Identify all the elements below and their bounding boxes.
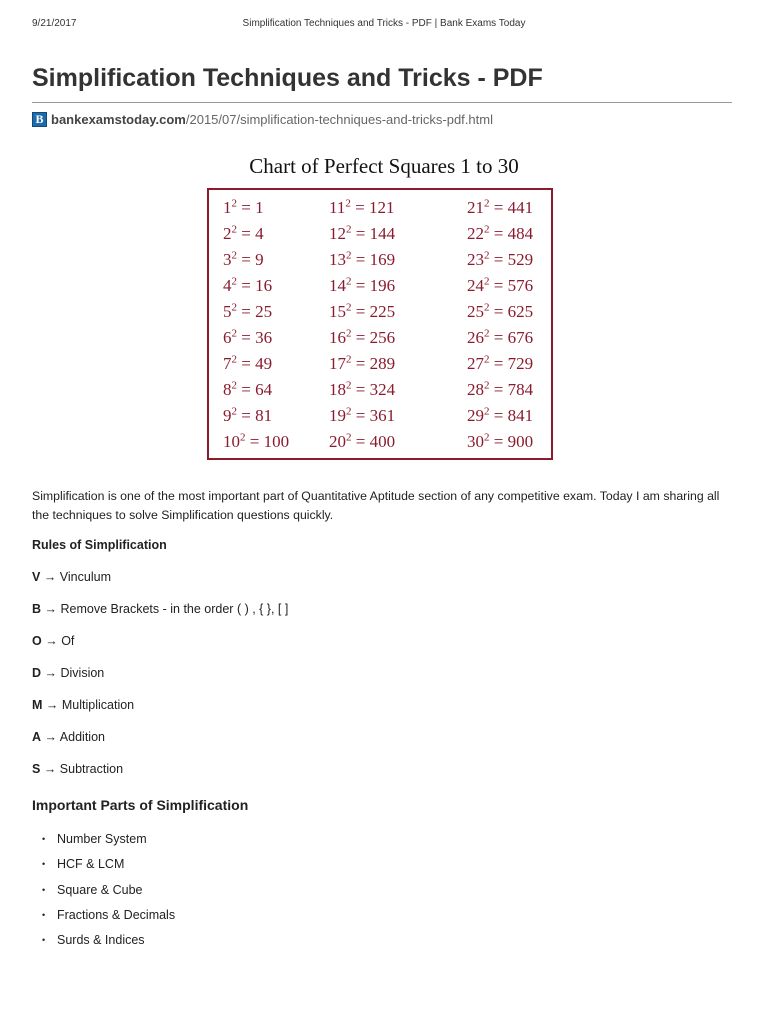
square-entry: $30^2 = 900$ [467,431,534,451]
source-link[interactable] [32,110,493,128]
parts-heading: Important Parts of Simplification [32,797,249,813]
intro-paragraph: Simplification is one of the most important part of Quantitative Aptitude section of any competitive exam. Today I am sharing all the techniques to solve Simplification questions quickly. [32,489,720,522]
square-entry: $1^2 = 1$ [223,197,264,217]
parts-list-item: • Square & Cube [42,882,143,897]
rule-item: A → Addition [32,730,105,744]
parts-list-item: • HCF & LCM [42,857,125,872]
bullet-icon: • [42,834,46,844]
bullet-icon: • [42,884,46,895]
square-entry: $8^2 = 64$ [223,379,273,399]
square-entry: $16^2 = 256$ [329,327,396,347]
square-entry: $25^2 = 625$ [467,301,534,321]
square-entry: $12^2 = 144$ [329,223,396,243]
square-entry: $21^2 = 441$ [467,197,534,217]
square-entry: $14^2 = 196$ [329,275,396,295]
parts-list-item: • Surds & Indices [42,933,145,948]
site-logo-icon: B [32,112,47,127]
square-entry: $3^2 = 9$ [223,249,264,269]
square-entry: $24^2 = 576$ [467,275,534,295]
page-title: Simplification Techniques and Tricks - PDF [32,64,543,92]
rule-item: M → Multiplication [32,698,135,712]
rule-item: D → Division [32,666,105,680]
parts-list-item: • Fractions & Decimals [42,907,176,922]
square-entry: $10^2 = 100$ [223,431,290,451]
title-divider [32,102,732,103]
square-entry: $22^2 = 484$ [467,223,534,243]
square-entry: $19^2 = 361$ [329,405,396,425]
square-entry: $20^2 = 400$ [329,431,396,451]
print-page-title: Simplification Techniques and Tricks - PDF | Bank Exams Today [242,18,526,29]
source-domain[interactable]: bankexamstoday.com [51,111,186,127]
rule-item: O → Of [32,634,75,648]
chart-title: Chart of Perfect Squares 1 to 30 [249,154,519,178]
square-entry: $18^2 = 324$ [329,379,396,399]
rule-item: B → Remove Brackets - in the order ( ) , { }, [ ] [32,602,289,616]
square-entry: $2^2 = 4$ [223,223,264,243]
square-entry: $5^2 = 25$ [223,301,273,321]
square-entry: $6^2 = 36$ [223,327,273,347]
square-entry: $11^2 = 121$ [329,197,395,217]
square-entry: $28^2 = 784$ [467,379,534,399]
parts-list-item: • Number System [42,832,147,846]
square-entry: $29^2 = 841$ [467,405,534,425]
square-entry: $13^2 = 169$ [329,249,396,269]
bullet-icon: • [42,935,46,946]
source-path[interactable]: /2015/07/simplification-techniques-and-tricks-pdf.html [185,111,493,127]
square-entry: $15^2 = 225$ [329,301,396,321]
perfect-squares-table [207,188,553,460]
bullet-icon: • [42,859,46,870]
square-entry: $23^2 = 529$ [467,249,534,269]
square-entry: $9^2 = 81$ [223,405,273,425]
rule-item: V → Vinculum [32,570,111,584]
bullet-icon: • [42,909,46,920]
square-entry: $27^2 = 729$ [467,353,534,373]
square-entry: $26^2 = 676$ [467,327,534,347]
print-date: 9/21/2017 [32,18,77,29]
rule-item: S → Subtraction [32,762,124,776]
print-header [32,18,736,32]
rules-heading: Rules of Simplification [32,538,167,552]
square-entry: $7^2 = 49$ [223,353,273,373]
square-entry: $4^2 = 16$ [223,275,273,295]
square-entry: $17^2 = 289$ [329,353,396,373]
